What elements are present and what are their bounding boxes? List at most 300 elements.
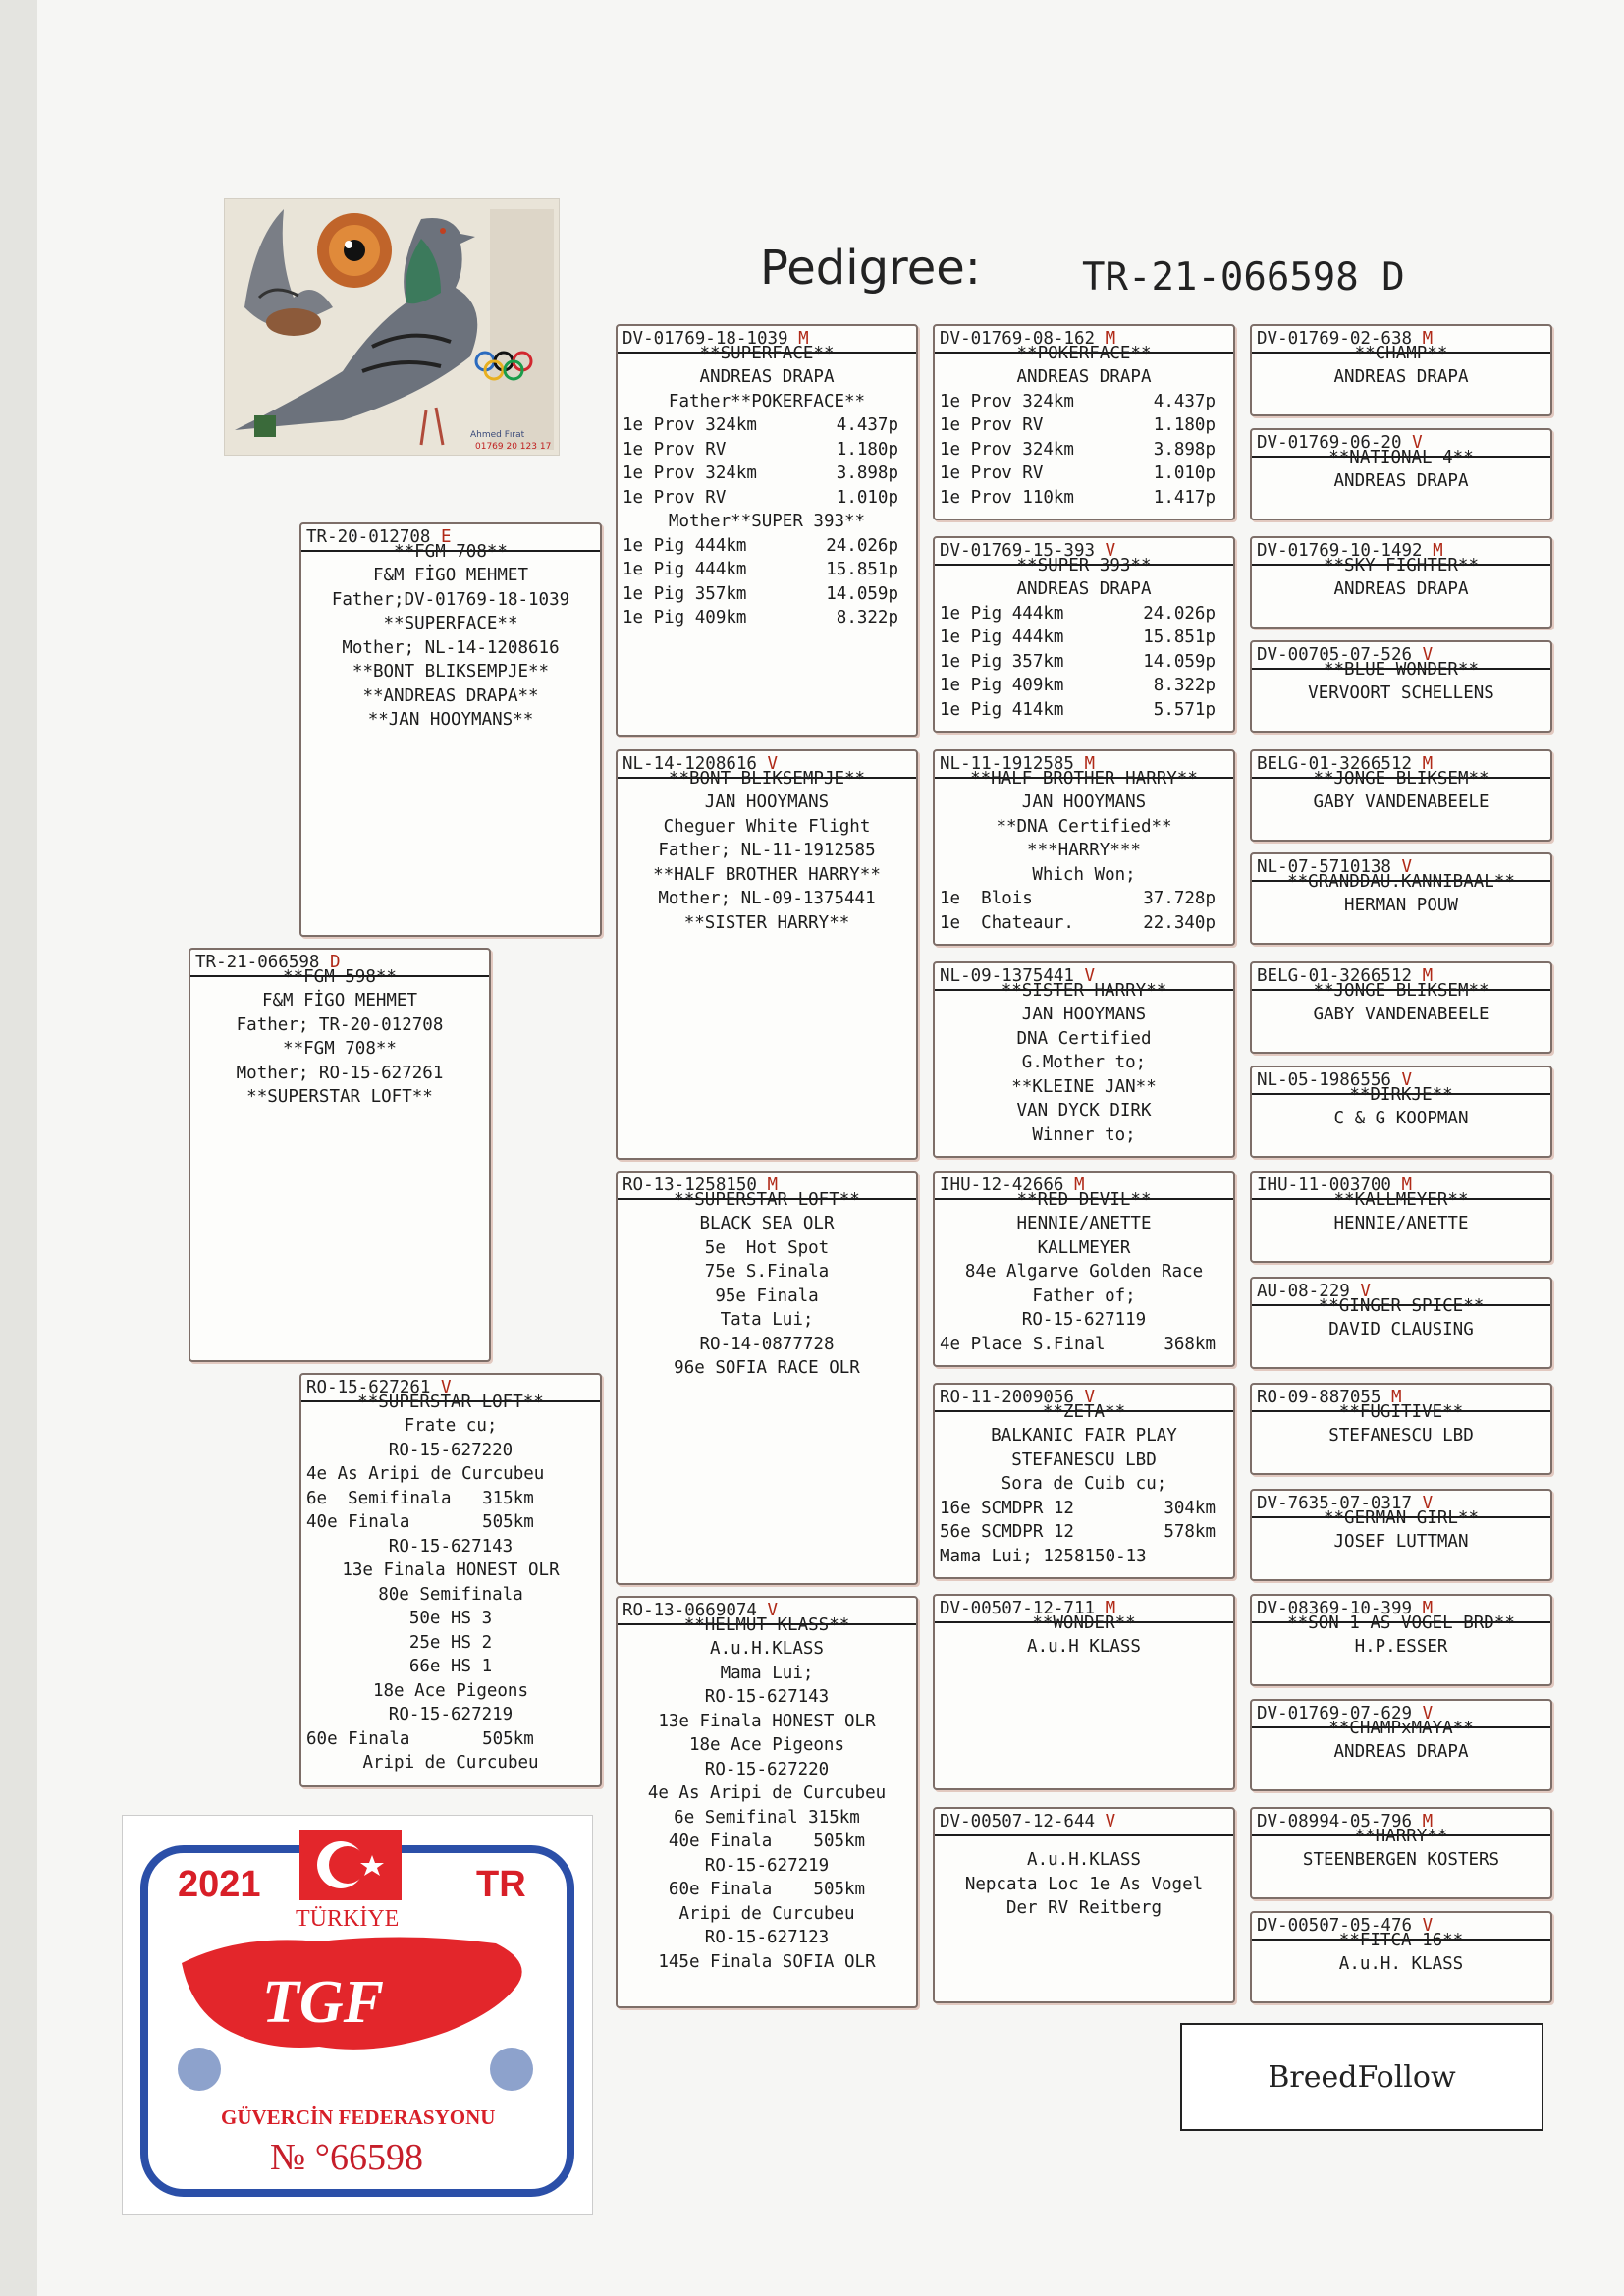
sex-code: V [1360, 1282, 1371, 1301]
sex-code: D [329, 953, 341, 972]
ring-number: BELG-01-3266512 [1257, 966, 1413, 986]
pigeon-card-gggg-13 [1250, 1594, 1552, 1686]
photo-logo-icon [254, 415, 276, 437]
ring-number: DV-00507-12-711 [940, 1599, 1096, 1618]
card-line: A.u.H KLASS [1027, 1637, 1141, 1657]
card-line: GABY VANDENABEELE [1313, 1005, 1489, 1024]
pigeon-emblem-right-icon [490, 2048, 533, 2091]
pigeon-name: **GRANDDAU.KANNIBAAL** [1287, 871, 1515, 892]
race: 1e Prov 110km [940, 487, 1074, 508]
ring-number: NL-05-1986556 [1257, 1070, 1391, 1090]
result-row [935, 602, 1233, 627]
card-line: A.u.H.KLASS [710, 1639, 824, 1659]
card-line: HENNIE/ANETTE [1333, 1214, 1469, 1233]
result-row [618, 582, 916, 607]
card-line: **SUPERFACE** [383, 614, 518, 633]
card-line: Der RV Reitberg [1005, 1898, 1163, 1918]
photo-caption-name: Ahmed Fırat [470, 430, 525, 440]
card-line: 13e Finala HONEST OLR [342, 1560, 560, 1580]
race: 1e Pig 444km [940, 603, 1064, 624]
pigeon-card-gggg-5 [1250, 749, 1552, 842]
prize: 4.437p [836, 415, 898, 435]
result-row [618, 558, 916, 582]
card-line: ANDREAS DRAPA [1333, 1742, 1469, 1762]
scan-edge [0, 0, 37, 2296]
logo-federation: GÜVERCİN FEDERASYONU [221, 2105, 496, 2129]
card-line: Winner to; [1032, 1124, 1136, 1145]
pigeon-name: **JONGE BLIKSEM** [1313, 980, 1489, 1001]
pigeon-card-gggg-6 [1250, 852, 1552, 945]
card-line: Father of; [1032, 1285, 1136, 1306]
ring-number: DV-08369-10-399 [1257, 1599, 1413, 1618]
card-line: Father;DV-01769-18-1039 [331, 589, 570, 610]
sex-code: V [1422, 1704, 1434, 1723]
card-line: HENNIE/ANETTE [1016, 1214, 1152, 1233]
pigeon-name: **SKY FIGHTER** [1323, 555, 1480, 575]
ring-number: DV-01769-18-1039 [623, 329, 788, 349]
sex-code: M [1105, 329, 1116, 349]
pigeon-name: **SUPER 393** [1016, 555, 1152, 575]
sex-code: E [440, 527, 452, 547]
race: 1e Pig 357km [623, 583, 747, 604]
card-line: DNA Certified [1016, 1028, 1152, 1049]
card-line: **DNA Certified** [996, 816, 1172, 837]
photo-caption-number: 01769 20 123 17 [475, 442, 552, 452]
card-line: **HALF BROTHER HARRY** [653, 864, 881, 885]
pigeon-card-gg-mf [616, 1171, 918, 1585]
pigeon-card-gg-mm [616, 1596, 918, 2008]
card-line: Sora de Cuib cu; [1001, 1474, 1167, 1494]
result-row [935, 698, 1233, 723]
pigeon-name: **GERMAN GIRL** [1323, 1507, 1480, 1528]
card-line: Cheguer White Flight [663, 816, 871, 837]
result-row [618, 413, 916, 438]
card-line: Father; NL-11-1912585 [658, 841, 876, 860]
race: 1e Pig 409km [623, 608, 747, 628]
ring-number: DV-08994-05-796 [1257, 1812, 1413, 1831]
card-line: Aripi de Curcubeu [678, 1903, 855, 1924]
card-line: RO-15-627220 [704, 1759, 830, 1779]
card-line: BALKANIC FAIR PLAY [991, 1426, 1177, 1446]
pigeon-name: **FGM 708** [394, 541, 508, 562]
prize: 5.571p [1153, 699, 1216, 720]
ring-number: DV-01769-08-162 [940, 329, 1096, 349]
card-line: RO-14-0877728 [699, 1334, 835, 1354]
ring-number: NL-07-5710138 [1257, 857, 1391, 877]
pigeon-photo [224, 198, 560, 456]
sex-code: M [1422, 1812, 1434, 1831]
sex-code: V [1084, 1388, 1096, 1407]
sex-code: V [1105, 1812, 1116, 1831]
card-line: Frate cu; [404, 1416, 498, 1436]
pigeon-name: **SISTER HARRY** [1001, 980, 1167, 1001]
card-line: Mama Lui; 1258150-13 [940, 1546, 1147, 1566]
card-line: Mama Lui; [720, 1663, 814, 1683]
pigeon-name: **HARRY** [1354, 1826, 1448, 1846]
race: 1e Pig 444km [623, 560, 747, 579]
card-line: Tata Lui; [720, 1310, 814, 1330]
card-line: Aripi de Curcubeu [362, 1753, 539, 1773]
distance: 304km [1164, 1498, 1216, 1518]
result-row [618, 606, 916, 630]
card-line: **JAN HOOYMANS** [367, 710, 534, 730]
prize: 1.417p [1153, 487, 1216, 508]
card-line: **SISTER HARRY** [683, 912, 850, 933]
prize: 1.180p [836, 439, 898, 460]
ring-number: NL-09-1375441 [940, 966, 1074, 986]
card-line: 5e Hot Spot [704, 1237, 830, 1258]
ring-number: DV-01769-06-20 [1257, 433, 1402, 453]
prize: 1.010p [836, 487, 898, 508]
result-row [618, 534, 916, 559]
ring-number: DV-01769-02-638 [1257, 329, 1413, 349]
prize: 3.898p [836, 464, 898, 483]
sex-code: M [767, 1175, 779, 1195]
sex-code: M [798, 329, 809, 349]
race: 4e Place S.Final [940, 1334, 1106, 1354]
race: 1e Pig 409km [940, 676, 1064, 695]
card-line: GABY VANDENABEELE [1313, 793, 1489, 812]
race: 16e SCMDPR 12 [940, 1498, 1074, 1518]
card-line: ***HARRY*** [1027, 841, 1141, 860]
sex-code: V [1422, 1916, 1434, 1936]
card-line: 95e Finala [715, 1285, 819, 1306]
pigeon-card-ggg-8 [933, 1807, 1235, 2003]
card-line: BLACK SEA OLR [699, 1214, 835, 1233]
card-line: G.Mother to; [1021, 1053, 1147, 1072]
card-line: 13e Finala HONEST OLR [658, 1711, 876, 1731]
card-line: KALLMEYER [1037, 1237, 1131, 1258]
result-row [935, 1333, 1233, 1357]
card-line: RO-15-627143 [704, 1687, 830, 1707]
prize: 8.322p [836, 608, 898, 628]
sex-code: M [1105, 1599, 1116, 1618]
pigeon-name: **GINGER SPICE** [1318, 1295, 1485, 1316]
pigeon-card-ggg-4 [933, 961, 1235, 1158]
race: 1e Prov 324km [623, 464, 757, 483]
logo-year: 2021 [178, 1864, 261, 1905]
card-line: C & G KOOPMAN [1333, 1109, 1469, 1128]
prize: 15.851p [1143, 628, 1216, 647]
sex-code: M [1390, 1388, 1402, 1407]
pigeon-name: **CHAMPxMAYA** [1328, 1718, 1474, 1738]
card-line: JAN HOOYMANS [1021, 1005, 1147, 1024]
sex-code: V [1105, 541, 1116, 561]
card-line: Father**POKERFACE** [668, 391, 866, 411]
prize: 1.180p [1153, 415, 1216, 435]
prize: 37.728p [1143, 889, 1216, 908]
ring-number: IHU-12-42666 [940, 1175, 1064, 1195]
race: 56e SCMDPR 12 [940, 1522, 1074, 1542]
ring-number: DV-00507-05-476 [1257, 1916, 1413, 1936]
race: 1e Pig 414km [940, 699, 1064, 720]
sex-code: V [1084, 966, 1096, 986]
card-line: RO-15-627143 [388, 1536, 514, 1557]
sex-code: M [1422, 754, 1434, 774]
pigeon-name: **HALF BROTHER HARRY** [970, 768, 1198, 789]
result-row [618, 438, 916, 463]
sex-code: M [1422, 1599, 1434, 1618]
card-line: 96e SOFIA RACE OLR [674, 1358, 860, 1378]
pigeon-card-gggg-8 [1250, 1066, 1552, 1158]
card-line: ANDREAS DRAPA [1333, 471, 1469, 491]
card-line: VERVOORT SCHELLENS [1308, 683, 1494, 703]
pigeon-card-ggg-7 [933, 1594, 1235, 1790]
card-line: 145e Finala SOFIA OLR [658, 1951, 876, 1972]
card-line: Father; TR-20-012708 [236, 1014, 444, 1035]
card-line: RO-15-627119 [1021, 1310, 1147, 1330]
pigeon-card-gggg-1 [1250, 324, 1552, 416]
result-row [935, 486, 1233, 511]
card-line: 50e HS 3 [408, 1609, 493, 1628]
card-line: RO-15-627219 [388, 1705, 514, 1724]
breedfollow-label: BreedFollow [1180, 2023, 1543, 2131]
card-line: H.P.ESSER [1354, 1637, 1448, 1657]
race: 1e Prov 324km [940, 391, 1074, 411]
pigeon-card-gggg-4 [1250, 640, 1552, 733]
main-ring-number: TR-21-066598 D [1082, 255, 1405, 300]
card-line: **ANDREAS DRAPA** [362, 685, 539, 706]
ring-number: RO-13-0669074 [623, 1601, 757, 1620]
logo-country: TÜRKİYE [296, 1906, 400, 1932]
sex-code: V [767, 754, 779, 774]
pigeon-illustration [225, 199, 559, 455]
pigeon-name: **JONGE BLIKSEM** [1313, 768, 1489, 789]
card-line: DAVID CLAUSING [1328, 1320, 1474, 1339]
result-row [935, 462, 1233, 486]
pigeon-card-gggg-10 [1250, 1277, 1552, 1369]
prize: 4.437p [1153, 391, 1216, 411]
pigeon-name: **NATIONAL 4** [1328, 447, 1474, 467]
result-row [618, 486, 916, 511]
card-line: Mother; RO-15-627261 [236, 1063, 444, 1083]
result-row [935, 413, 1233, 438]
race: 1e Prov RV [940, 464, 1044, 483]
sex-code: V [1422, 645, 1434, 665]
ring-number: RO-11-2009056 [940, 1388, 1074, 1407]
pigeon-name: **SUPERSTAR LOFT** [674, 1189, 860, 1210]
pigeon-name: **SUPERSTAR LOFT** [357, 1392, 544, 1412]
sex-code: V [1401, 857, 1413, 877]
card-line: 40e Finala 505km [668, 1831, 866, 1851]
pigeon-name: **HELMUT KLASS** [683, 1614, 850, 1635]
ring-number: TR-20-012708 [306, 527, 431, 547]
pigeon-card-gggg-14 [1250, 1699, 1552, 1791]
card-line: 18e Ace Pigeons [372, 1680, 529, 1701]
card-line: RO-15-627220 [388, 1440, 514, 1460]
distance: 578km [1164, 1522, 1216, 1542]
result-row [935, 626, 1233, 650]
ring-number: DV-01769-10-1492 [1257, 541, 1423, 561]
pigeon-card-father [299, 522, 602, 937]
logo-acronym: TGF [262, 1969, 384, 2036]
ring-number: AU-08-229 [1257, 1282, 1350, 1301]
card-line: **BONT BLIKSEMPJE** [352, 662, 550, 682]
pigeon-name: **WONDER** [1032, 1613, 1136, 1633]
race: 1e Prov RV [623, 487, 727, 508]
result-row [935, 438, 1233, 463]
ring-number: RO-15-627261 [306, 1378, 431, 1397]
result-row [935, 911, 1233, 936]
card-line: 40e Finala 505km [306, 1512, 534, 1532]
card-line: F&M FİGO MEHMET [261, 991, 418, 1011]
card-line: 6e Semifinala 315km [306, 1488, 534, 1508]
pigeon-name: **RED DEVIL** [1016, 1189, 1152, 1210]
pigeon-name: **CHAMP** [1354, 343, 1448, 363]
card-line: STEFANESCU LBD [1011, 1449, 1157, 1470]
sex-code: M [1073, 1175, 1085, 1195]
prize: 8.322p [1153, 676, 1216, 695]
result-row [935, 674, 1233, 698]
card-line: A.u.H. KLASS [1338, 1954, 1464, 1974]
ring-number: RO-13-1258150 [623, 1175, 757, 1195]
sex-code: V [767, 1601, 779, 1620]
race: 1e Blois [940, 889, 1033, 908]
pigeon-card-gggg-9 [1250, 1171, 1552, 1263]
card-line: ANDREAS DRAPA [1333, 367, 1469, 387]
card-line: 66e HS 1 [408, 1657, 493, 1676]
card-line: **FGM 708** [283, 1039, 397, 1059]
card-line: 60e Finala 505km [306, 1728, 534, 1749]
logo-number: № °66598 [270, 2137, 423, 2178]
pigeon-card-ggg-2 [933, 536, 1235, 733]
sex-code: M [1084, 754, 1096, 774]
card-line: VAN DYCK DIRK [1016, 1101, 1152, 1121]
prize: 24.026p [1143, 603, 1216, 624]
card-line: 4e As Aripi de Curcubeu [647, 1783, 887, 1803]
pigeon-name: **FGM 598** [283, 966, 397, 987]
pigeon-name: **BLUE WONDER** [1323, 659, 1480, 680]
pigeon-card-mother [299, 1373, 602, 1787]
sex-code: M [1422, 966, 1434, 986]
pigeon-card-subject [189, 948, 491, 1362]
pigeon-card-gggg-7 [1250, 961, 1552, 1054]
card-line: **KLEINE JAN** [1011, 1076, 1157, 1097]
prize: 24.026p [826, 535, 898, 556]
card-line: **SUPERSTAR LOFT** [246, 1087, 433, 1107]
race: 1e Prov 324km [940, 439, 1074, 460]
race: 1e Prov RV [940, 415, 1044, 435]
card-line: Mother**SUPER 393** [668, 512, 866, 531]
sex-code: V [1422, 1494, 1434, 1513]
card-line: 84e Algarve Golden Race [964, 1262, 1204, 1282]
prize: 22.340p [1143, 912, 1216, 933]
card-line: RO-15-627123 [704, 1928, 830, 1947]
sex-code: V [1401, 1070, 1413, 1090]
logo-country-code: TR [476, 1864, 526, 1905]
card-line: 80e Semifinala [378, 1584, 523, 1605]
card-line: 18e Ace Pigeons [688, 1735, 845, 1755]
card-line: Which Won; [1032, 864, 1136, 885]
federation-logo [122, 1815, 593, 2215]
prize: 15.851p [826, 560, 898, 579]
ring-number: NL-11-1912585 [940, 754, 1074, 774]
pigeon-name: **DIRKJE** [1349, 1084, 1453, 1105]
card-line: Mother; NL-09-1375441 [658, 889, 876, 908]
prize: 14.059p [826, 583, 898, 604]
card-line: 6e Semifinal 315km [674, 1807, 860, 1828]
card-line: 75e S.Finala [704, 1262, 830, 1282]
card-line: JOSEF LUTTMAN [1333, 1532, 1469, 1552]
pigeon-name: **BONT BLIKSEMPJE** [668, 768, 866, 789]
sex-code: M [1401, 1175, 1413, 1195]
ring-number: BELG-01-3266512 [1257, 754, 1413, 774]
card-line: ANDREAS DRAPA [699, 367, 835, 387]
ring-number: DV-7635-07-0317 [1257, 1494, 1413, 1513]
ring-number: TR-21-066598 [195, 953, 320, 972]
ring-number: DV-00507-12-644 [940, 1812, 1096, 1831]
race: 1e Pig 444km [940, 628, 1064, 647]
ring-number: DV-00705-07-526 [1257, 645, 1413, 665]
card-line: ANDREAS DRAPA [1016, 367, 1152, 387]
pigeon-name: **FITCA 16** [1338, 1930, 1464, 1950]
pigeon-name: **POKERFACE** [1016, 343, 1152, 363]
prize: 14.059p [1143, 651, 1216, 672]
card-line: ANDREAS DRAPA [1333, 579, 1469, 599]
pigeon-name: **ZETA** [1042, 1401, 1126, 1422]
pigeon-card-gggg-11 [1250, 1383, 1552, 1475]
pigeon-card-gg-ff [616, 324, 918, 737]
prize: 1.010p [1153, 464, 1216, 483]
pigeon-emblem-left-icon [178, 2048, 221, 2091]
pigeon-card-ggg-3 [933, 749, 1235, 946]
ring-number: DV-01769-07-629 [1257, 1704, 1413, 1723]
card-line: STEFANESCU LBD [1328, 1426, 1474, 1446]
card-line: RO-15-627219 [704, 1855, 830, 1876]
pigeon-name: **KALLMEYER** [1333, 1189, 1469, 1210]
ring-number: NL-14-1208616 [623, 754, 757, 774]
prize: 3.898p [1153, 439, 1216, 460]
result-row [935, 1520, 1233, 1545]
pigeon-eye-icon [317, 213, 392, 288]
card-line: 25e HS 2 [408, 1632, 493, 1653]
card-line: Mother; NL-14-1208616 [342, 637, 560, 658]
race: 1e Pig 444km [623, 535, 747, 556]
card-line: JAN HOOYMANS [704, 793, 830, 812]
card-line: 60e Finala 505km [668, 1880, 866, 1899]
pigeon-name: **SUPERFACE** [699, 343, 835, 363]
pigeon-card-gggg-16 [1250, 1911, 1552, 2003]
card-line: STEENBERGEN KOSTERS [1302, 1850, 1500, 1870]
result-row [935, 887, 1233, 911]
pigeon-card-ggg-5 [933, 1171, 1235, 1367]
sex-code: M [1433, 541, 1443, 561]
race: 1e Prov RV [623, 439, 727, 460]
page-title: Pedigree: [760, 241, 981, 296]
pigeon-card-gggg-2 [1250, 428, 1552, 520]
race: 1e Pig 357km [940, 651, 1064, 672]
card-line: Nepcata Loc 1e As Vogel [964, 1874, 1204, 1894]
pigeon-card-gggg-3 [1250, 536, 1552, 629]
pigeon-card-gggg-15 [1250, 1807, 1552, 1899]
race: 1e Prov 324km [623, 415, 757, 435]
card-line: HERMAN POUW [1344, 896, 1458, 915]
pigeon-name: **SON 1 AS VOGEL BRD** [1287, 1613, 1515, 1633]
card-line: F&M FİGO MEHMET [372, 566, 529, 585]
result-row [935, 390, 1233, 414]
pigeon-card-gggg-12 [1250, 1489, 1552, 1581]
card-line: 4e As Aripi de Curcubeu [306, 1464, 545, 1484]
result-row [935, 1497, 1233, 1521]
ring-number: IHU-11-003700 [1257, 1175, 1391, 1195]
pigeon-card-gg-fm [616, 749, 918, 1160]
card-line: A.u.H.KLASS [1027, 1850, 1141, 1870]
ring-number: DV-01769-15-393 [940, 541, 1096, 561]
result-row [935, 650, 1233, 675]
race: 1e Chateaur. [940, 912, 1074, 933]
tgf-badge [123, 1816, 592, 2214]
pigeon-card-ggg-6 [933, 1383, 1235, 1579]
